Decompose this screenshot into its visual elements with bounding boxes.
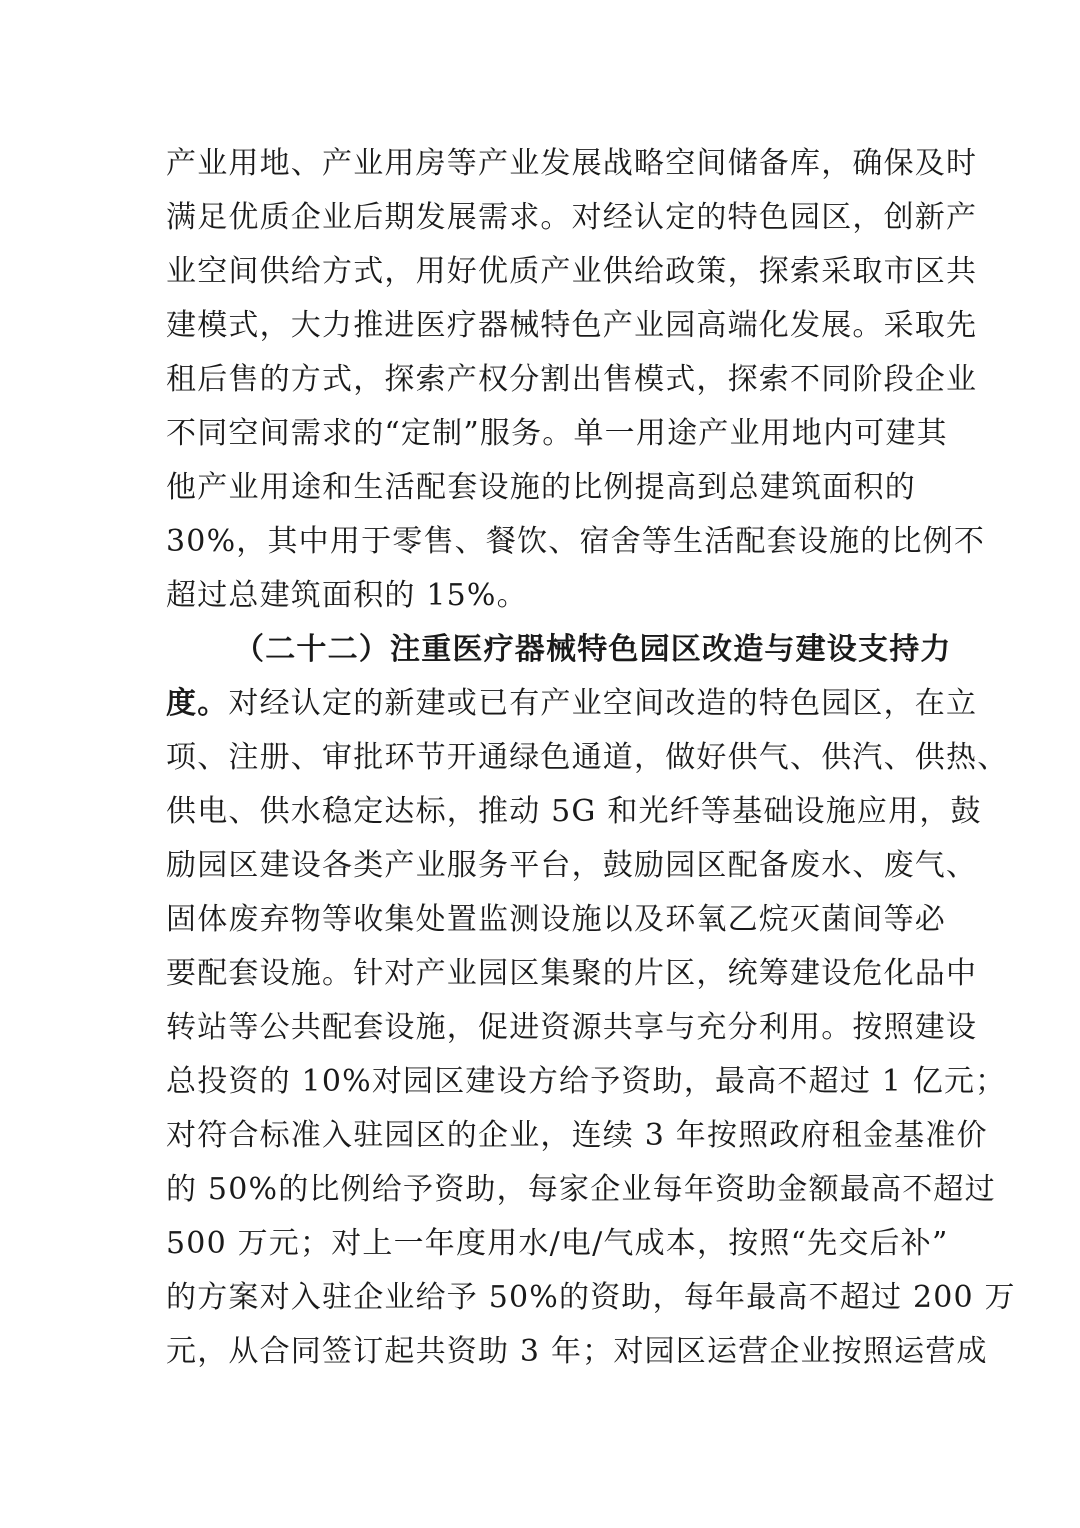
p2-line: 总投资的 10%对园区建设方给予资助，最高不超过 1 亿元；	[166, 1064, 1007, 1099]
p2-line: 元，从合同签订起共资助 3 年；对园区运营企业按照运营成	[166, 1334, 988, 1369]
document-body	[166, 137, 1016, 1379]
p2-line: 要配套设施。针对产业园区集聚的片区，统筹建设危化品中	[166, 956, 978, 991]
p1-line-last: 超过总建筑面积的 15%。	[166, 578, 528, 613]
p1-line: 30%，其中用于零售、餐饮、宿舍等生活配套设施的比例不	[166, 524, 986, 559]
p2-heading-line	[166, 623, 952, 677]
p2-line: 对符合标准入驻园区的企业，连续 3 年按照政府租金基准价	[166, 1118, 988, 1153]
p2-line	[166, 677, 978, 731]
p2-line: 固体废弃物等收集处置监测设施以及环氧乙烷灭菌间等必	[166, 902, 946, 937]
p1-line: 他产业用途和生活配套设施的比例提高到总建筑面积的	[166, 470, 916, 505]
section-heading-end: 度。	[166, 686, 229, 721]
p1-line: 建模式，大力推进医疗器械特色产业园高端化发展。采取先	[166, 308, 978, 343]
p1-line: 产业用地、产业用房等产业发展战略空间储备库，确保及时	[166, 146, 978, 181]
p2-line: 转站等公共配套设施，促进资源共享与充分利用。按照建设	[166, 1010, 978, 1045]
p2-line: 的 50%的比例给予资助，每家企业每年资助金额最高不超过	[166, 1172, 996, 1207]
p1-line: 业空间供给方式，用好优质产业供给政策，探索采取市区共	[166, 254, 978, 289]
p2-line: 的方案对入驻企业给予 50%的资助，每年最高不超过 200 万	[166, 1280, 1016, 1315]
p2-line: 500 万元；对上一年度用水/电/气成本，按照“先交后补”	[166, 1226, 949, 1261]
p2-line: 项、注册、审批环节开通绿色通道，做好供气、供汽、供热、	[166, 740, 1009, 775]
p1-line: 租后售的方式，探索产权分割出售模式，探索不同阶段企业	[166, 362, 978, 397]
p1-line: 不同空间需求的“定制”服务。单一用途产业用地内可建其	[166, 416, 948, 451]
p2-line: 励园区建设各类产业服务平台，鼓励园区配备废水、废气、	[166, 848, 978, 883]
p2-line-text: 对经认定的新建或已有产业空间改造的特色园区，在立	[228, 686, 978, 721]
p1-line: 满足优质企业后期发展需求。对经认定的特色园区，创新产	[166, 200, 978, 235]
p2-line: 供电、供水稳定达标，推动 5G 和光纤等基础设施应用，鼓	[166, 794, 982, 829]
section-heading: （二十二）注重医疗器械特色园区改造与建设支持力	[234, 632, 952, 667]
